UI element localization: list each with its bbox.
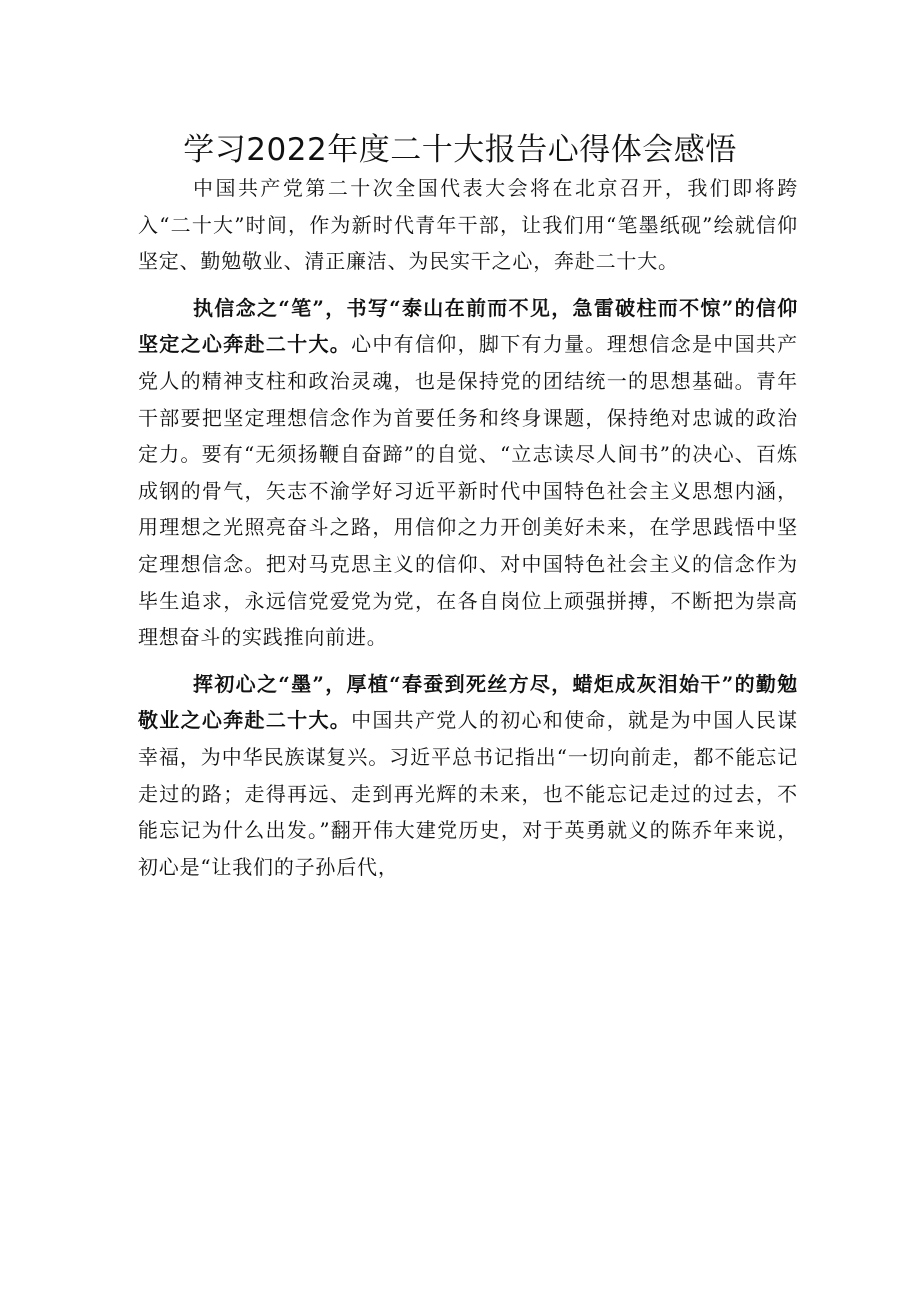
intro-paragraph: 中国共产党第二十次全国代表大会将在北京召开，我们即将跨入“二十大”时间，作为新时代青年干部，让我们用“笔墨纸砚”绘就信仰坚定、勤勉敬业、清正廉洁、为民实干之心，奔赴二十大。 [138,176,798,274]
section-lead-1: 执信念之“笔”，书写“泰山在前而不见，急雷破柱而不惊”的信仰坚定之心奔赴二十大。 [138,295,798,357]
section-lead-2: 挥初心之“墨”，厚植“春蚕到死丝方尽，蜡炬成灰泪始干”的勤勉敬业之心奔赴二十大。 [138,671,798,733]
section-paragraph-1 [138,290,798,656]
section-paragraph-2 [138,666,798,886]
section-text-1: 心中有信仰，脚下有力量。理想信念是中国共产党人的精神支柱和政治灵魂，也是保持党的团结统一的思想基础。青年干部要把坚定理想信念作为首要任务和终身课题，保持绝对忠诚的政治定力。要有“无须扬鞭自奋蹄”的自觉、“立志读尽人间书”的决心、百炼成钢的骨气，矢志不渝学好习近平新时代中国特色社会主义思想内涵，用理想之光照亮奋斗之路，用信仰之力开创美好未来，在学思践悟中坚定理想信念。把对马克思主义的信仰、对中国特色社会主义的信念作为毕生追求，永远信党爱党为党，在各自岗位上顽强拼搏，不断把为崇高理想奋斗的实践推向前进。 [138,332,798,650]
document-title: 学习2022年度二十大报告心得体会感悟 [183,132,737,168]
section-text-2: 中国共产党人的初心和使命，就是为中国人民谋幸福，为中华民族谋复兴。习近平总书记指出“一切向前走，都不能忘记走过的路；走得再远、走到再光辉的未来，也不能忘记走过的过去，不能忘记为什么出发。”翻开伟大建党历史，对于英勇就义的陈乔年来说，初心是“让我们的子孙后代， [138,708,798,879]
document-body [138,170,798,885]
